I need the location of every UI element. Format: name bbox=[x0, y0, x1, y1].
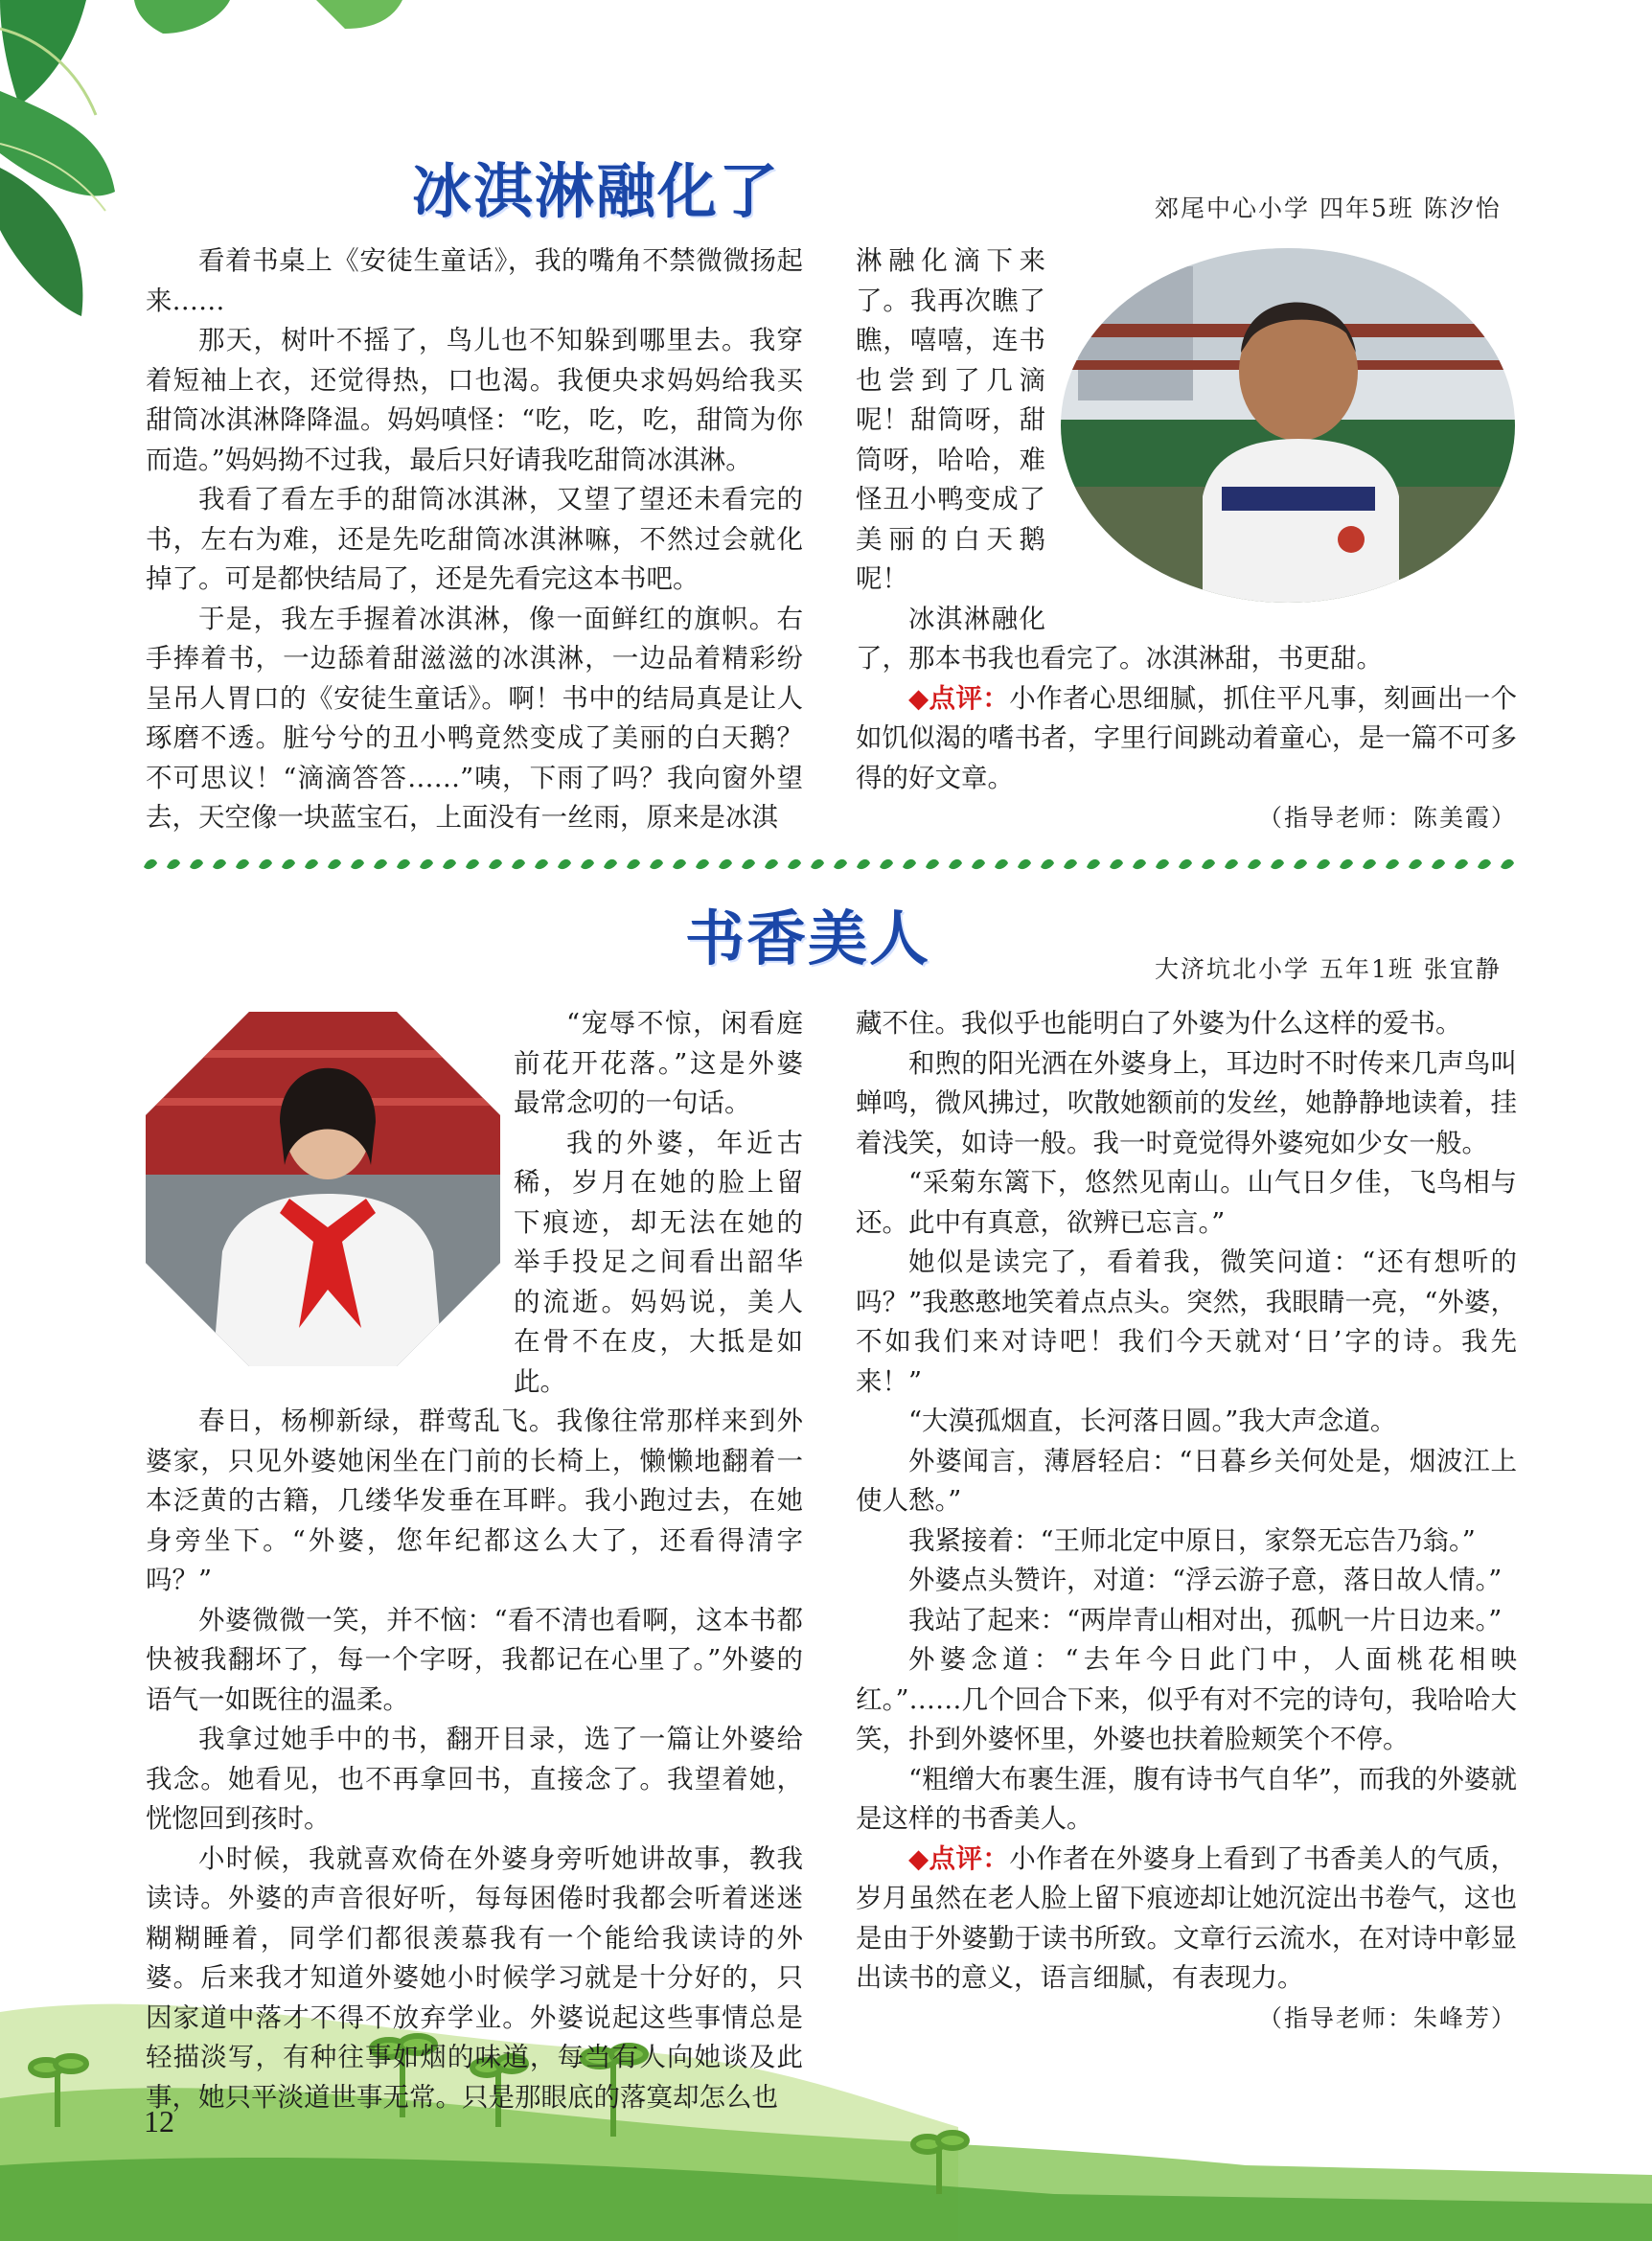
divider-leaf bbox=[1225, 859, 1238, 869]
comment-text: 小作者在外婆身上看到了书香美人的气质，岁月虽然在老人脸上留下痕迹却让她沉淀出书卷气，这也是由于外婆勤于读书所致。文章行云流水，在对诗中彰显出读书的意义，语言细腻，有表现力。 bbox=[856, 1842, 1517, 1993]
article2-paragraph: 外婆念道：“去年今日此门中，人面桃花相映红。”……几个回合下来，似乎有对不完的诗句，我哈哈大笑，扑到外婆怀里，外婆也扶着脸颊笑个不停。 bbox=[856, 1644, 1517, 1754]
divider-leaf bbox=[1432, 859, 1445, 869]
divider-leaf bbox=[1133, 859, 1146, 869]
divider-leaf bbox=[443, 859, 456, 869]
article1-left-column bbox=[146, 241, 803, 838]
article2-photo bbox=[146, 1012, 500, 1366]
divider-leaf bbox=[167, 859, 180, 869]
divider-leaf bbox=[627, 859, 640, 869]
divider-leaf bbox=[1156, 859, 1169, 869]
divider-leaf bbox=[903, 859, 916, 869]
divider-leaf bbox=[719, 859, 732, 869]
article2-paragraph: 外婆闻言，薄唇轻启：“日暮乡关何处是，烟波江上使人愁。” bbox=[856, 1445, 1517, 1516]
article2-paragraph: 她似是读完了，看着我，微笑问道：“还有想听的吗？”我憨憨地笑着点点头。突然，我眼睛一亮，“外婆，不如我们来对诗吧！我们今天就对‘日’字的诗。我先来！” bbox=[856, 1246, 1517, 1397]
divider-leaf bbox=[213, 859, 226, 869]
divider-leaf bbox=[581, 859, 594, 869]
divider-leaf bbox=[696, 859, 709, 869]
article2-right-column bbox=[856, 1004, 1517, 2038]
divider-leaf bbox=[1064, 859, 1077, 869]
divider-leaf bbox=[351, 859, 364, 869]
divider-leaf bbox=[1455, 859, 1468, 869]
article1-paragraph: 淋融化滴下来了。我再次瞧了瞧，嘻嘻，连书也尝到了几滴呢！甜筒呀，甜筒呀，哈哈，难怪丑小鸭变成了美丽的白天鹅呢！ bbox=[856, 245, 1045, 594]
divider-leaf bbox=[742, 859, 755, 869]
divider-leaf bbox=[880, 859, 893, 869]
comment-label: ◆点评： bbox=[908, 1842, 1010, 1874]
article2-paragraph: “大漠孤烟直，长河落日圆。”我大声念道。 bbox=[908, 1406, 1397, 1436]
divider-leaf bbox=[1386, 859, 1399, 869]
divider-leaf bbox=[1018, 859, 1031, 869]
divider-leaf bbox=[397, 859, 410, 869]
article2-paragraph: 外婆点头赞许，对道：“浮云游子意，落日故人情。” bbox=[908, 1565, 1503, 1595]
divider-leaf bbox=[1202, 859, 1215, 869]
article2-paragraph: “采菊东篱下，悠然见南山。山气日夕佳，飞鸟相与还。此中有真意，欲辨已忘言。” bbox=[856, 1167, 1517, 1238]
article2-paragraph: 我站了起来：“两岸青山相对出，孤帆一片日边来。” bbox=[908, 1604, 1503, 1635]
article2-paragraph: 藏不住。我似乎也能明白了外婆为什么这样的爱书。 bbox=[856, 1008, 1462, 1039]
article2-paragraph: 外婆微微一笑，并不恼：“看不清也看啊，这本书都快被我翻坏了，每一个字呀，我都记在心里了。”外婆的语气一如既往的温柔。 bbox=[146, 1604, 803, 1715]
article2-byline: 大济坑北小学 五年1班 张宜静 bbox=[1155, 955, 1502, 983]
divider-leaf bbox=[489, 859, 502, 869]
divider-leaf bbox=[765, 859, 778, 869]
page-number: 12 bbox=[144, 2104, 174, 2138]
divider-leaf bbox=[926, 859, 939, 869]
divider-leaf bbox=[190, 859, 203, 869]
divider-leaf bbox=[673, 859, 686, 869]
article2-paragraph: “粗缯大布裹生涯，腹有诗书气自华”，而我的外婆就是这样的书香美人。 bbox=[856, 1763, 1517, 1834]
divider-leaf bbox=[558, 859, 571, 869]
divider-leaf bbox=[1271, 859, 1284, 869]
divider-leaf bbox=[1363, 859, 1376, 869]
article1-photo bbox=[1059, 247, 1517, 611]
divider-leaf bbox=[604, 859, 617, 869]
divider-leaf bbox=[259, 859, 272, 869]
divider-leaf bbox=[1478, 859, 1491, 869]
article2-paragraph: “宠辱不惊，闲看庭前花开花落。”这是外婆最常念叨的一句话。 bbox=[514, 1008, 803, 1118]
article2-left-column bbox=[146, 1004, 803, 2117]
article2-comment bbox=[856, 1840, 1517, 1999]
divider-leaf bbox=[1501, 859, 1514, 869]
divider-leaf bbox=[650, 859, 663, 869]
article1-paragraph: 那天，树叶不摇了，鸟儿也不知躲到哪里去。我穿着短袖上衣，还觉得热，口也渴。我便央求妈妈给我买甜筒冰淇淋降降温。妈妈嗔怪：“吃，吃，吃，甜筒为你而造。”妈妈拗不过我，最后只好请我吃甜筒冰淇淋。 bbox=[146, 325, 803, 475]
leaf-divider bbox=[144, 856, 1518, 875]
divider-leaf bbox=[834, 859, 847, 869]
article1-paragraph: 于是，我左手握着冰淇淋，像一面鲜红的旗帜。右手捧着书，一边舔着甜滋滋的冰淇淋，一边品着精彩纷呈吊人胃口的《安徒生童话》。啊！书中的结局真是让人琢磨不透。脏兮兮的丑小鸭竟然变成了美丽的白天鹅？不可思议！“滴滴答答……”咦，下雨了吗？我向窗外望去，天空像一块蓝宝石，上面没有一丝雨，原来是冰淇 bbox=[146, 603, 803, 833]
divider-leaf bbox=[995, 859, 1008, 869]
article2-title: 书香美人 bbox=[685, 903, 931, 973]
article1-byline: 郊尾中心小学 四年5班 陈汐怡 bbox=[1155, 194, 1502, 222]
divider-leaf bbox=[1340, 859, 1353, 869]
divider-leaf bbox=[420, 859, 433, 869]
article1-teacher: （指导老师：陈美霞） bbox=[1257, 804, 1517, 832]
divider-leaf bbox=[144, 859, 157, 869]
divider-leaf bbox=[1041, 859, 1054, 869]
divider-leaf bbox=[466, 859, 479, 869]
divider-leaf bbox=[972, 859, 985, 869]
article2-paragraph: 小时候，我就喜欢倚在外婆身旁听她讲故事，教我读诗。外婆的声音很好听，每每困倦时我都会听着迷迷糊糊睡着，同学们都很羡慕我有一个能给我读诗的外婆。后来我才知道外婆她小时候学习就是十分好的，只因家道中落才不得不放弃学业。外婆说起这些事情总是轻描淡写，有种往事如烟的味道，每当有人向她谈及此事，她只平淡道世事无常。只是那眼底的落寞却怎么也 bbox=[146, 1842, 803, 2113]
article1-title: 冰淇淋融化了 bbox=[412, 156, 781, 226]
article2-teacher: （指导老师：朱峰芳） bbox=[1257, 2003, 1517, 2032]
comment-label: ◆点评： bbox=[908, 682, 1010, 714]
article2-paragraph: 我紧接着：“王师北定中原日，家祭无忘告乃翁。” bbox=[908, 1524, 1476, 1556]
divider-leaf bbox=[236, 859, 249, 869]
article1-paragraph: 冰淇淋融化了，那本书我也看完了。冰淇淋甜，书更甜。 bbox=[856, 603, 1383, 674]
divider-leaf bbox=[949, 859, 962, 869]
divider-leaf bbox=[328, 859, 341, 869]
divider-leaf bbox=[857, 859, 870, 869]
divider-leaf bbox=[1087, 859, 1100, 869]
divider-leaf bbox=[535, 859, 548, 869]
article1-paragraph: 我看了看左手的甜筒冰淇淋，又望了望还未看完的书，左右为难，还是先吃甜筒冰淇淋嘛，不然过会就化掉了。可是都快结局了，还是先看完这本书吧。 bbox=[146, 484, 803, 594]
divider-leaf bbox=[305, 859, 318, 869]
divider-leaf bbox=[1294, 859, 1307, 869]
comment-text: 小作者心思细腻，抓住平凡事，刻画出一个如饥似渴的嗜书者，字里行间跳动着童心，是一篇不可多得的好文章。 bbox=[856, 682, 1517, 793]
divider-leaf bbox=[788, 859, 801, 869]
divider-leaf bbox=[1110, 859, 1123, 869]
article1-comment bbox=[856, 679, 1517, 799]
article2-paragraph: 我的外婆，年近古稀，岁月在她的脸上留下痕迹，却无法在她的举手投足之间看出韶华的流逝。妈妈说，美人在骨不在皮，大抵是如此。 bbox=[514, 1127, 803, 1397]
divider-leaf bbox=[282, 859, 295, 869]
article2-paragraph: 我拿过她手中的书，翻开目录，选了一篇让外婆给我念。她看见，也不再拿回书，直接念了。我望着她，恍惚回到孩时。 bbox=[146, 1724, 803, 1834]
article2-paragraph: 和煦的阳光洒在外婆身上，耳边时不时传来几声鸟叫蝉鸣，微风拂过，吹散她额前的发丝，她静静地读着，挂着浅笑，如诗一般。我一时竟觉得外婆宛如少女一般。 bbox=[856, 1047, 1517, 1158]
article2-paragraph: 春日，杨柳新绿，群莺乱飞。我像往常那样来到外婆家，只见外婆她闲坐在门前的长椅上，懒懒地翻着一本泛黄的古籍，几缕华发垂在耳畔。我小跑过去，在她身旁坐下。“外婆，您年纪都这么大了，还看得清字吗？” bbox=[146, 1406, 803, 1595]
divider-leaf bbox=[811, 859, 824, 869]
article1-right-column bbox=[856, 241, 1517, 838]
divider-leaf bbox=[512, 859, 525, 869]
divider-leaf bbox=[1179, 859, 1192, 869]
divider-leaf bbox=[1409, 859, 1422, 869]
divider-leaf bbox=[1317, 859, 1330, 869]
divider-leaf bbox=[374, 859, 387, 869]
divider-leaf bbox=[1248, 859, 1261, 869]
article1-paragraph: 看着书桌上《安徒生童话》，我的嘴角不禁微微扬起来…… bbox=[146, 245, 803, 316]
